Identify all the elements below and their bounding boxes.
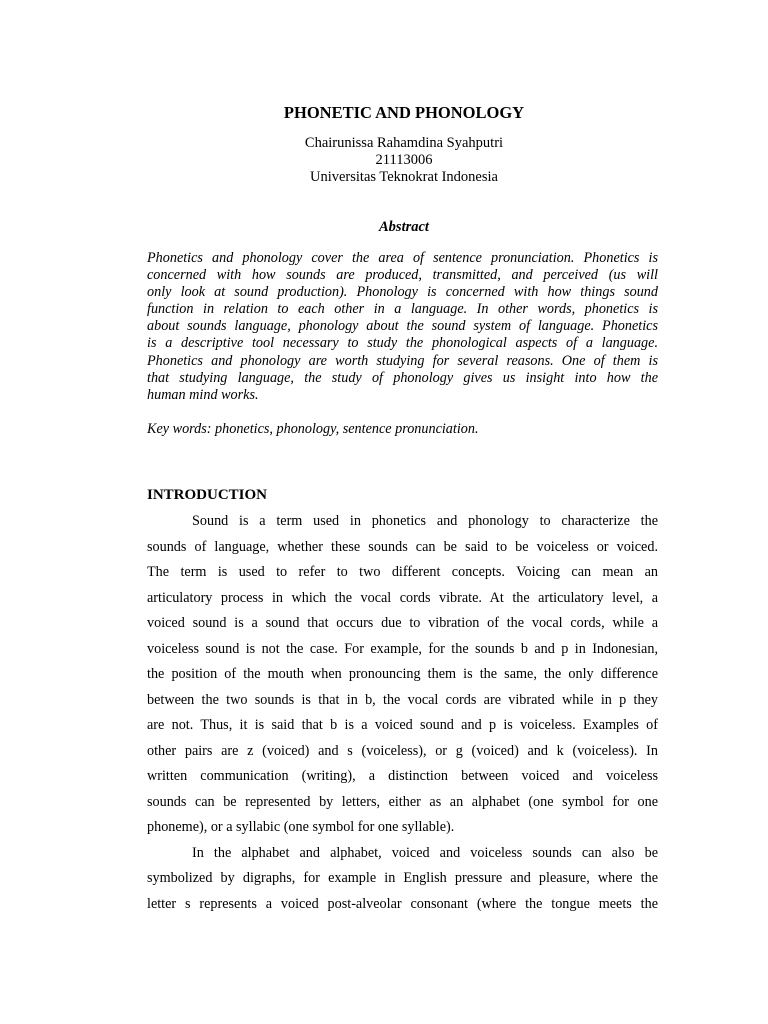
paragraph-line: symbolized by digraphs, for example in English pressure and pleasure, where the [147,870,658,886]
paragraph-line: articulatory process in which the vocal cords vibrate. At the articulatory level, a [147,589,658,606]
paragraph-line: voiceless sound is not the case. For example, for the sounds b and p in Indonesian, [147,640,658,657]
paragraph-line: other pairs are z (voiced) and s (voiceless), or g (voiced) and k (voiceless). In [147,742,658,759]
abstract-line: Phonetics and phonology cover the area of sentence pronunciation. Phonetics is [147,250,658,266]
abstract-line: only look at sound production). Phonology is concerned with how things sound [147,284,658,301]
abstract-line: concerned with how sounds are produced, transmitted, and perceived (us will [147,267,658,284]
abstract-line: Phonetics and phonology are worth studying for several reasons. One of them is [147,352,658,369]
paragraph-line: letter s represents a voiced post-alveolar consonant (where the tongue meets the [147,895,658,912]
paragraph-line: are not. Thus, it is said that b is a voiced sound and p is voiceless. Examples of [147,717,658,733]
abstract-line: function in relation to each other in a language. In other words, phonetics is [147,301,658,318]
author-block [0,135,768,187]
abstract-heading: Abstract [379,219,429,235]
paper-title: PHONETIC AND PHONOLOGY [283,103,525,122]
abstract-line: that studying language, the study of phonology gives us insight into how the [147,369,658,386]
paragraph-line: voiced sound is a sound that occurs due to vibration of the vocal cords, while a [147,615,658,631]
paragraph-line: The term is used to refer to two different concepts. Voicing can mean an [147,564,658,580]
paragraph-line: sounds of language, whether these sounds can be said to be voiceless or voiced. [147,538,658,555]
paragraph-line: sounds can be represented by letters, either as an alphabet (one symbol for one [147,793,658,810]
abstract-line: human mind works. [147,386,259,403]
paragraph-line: In the alphabet and alphabet, voiced and voiceless sounds can also be [192,844,658,861]
abstract-line: about sounds language, phonology about the sound system of language. Phonetics [147,318,658,335]
introduction-body [147,509,658,917]
keywords: Key words: phonetics, phonology, sentence pronunciation. [147,421,479,437]
abstract-body [147,250,658,404]
author-id: 21113006 [375,152,433,169]
paragraph-line: phoneme), or a syllabic (one symbol for one syllable). [147,819,455,835]
paragraph-line: written communication (writing), a distinction between voiced and voiceless [147,768,658,784]
paragraph-line: between the two sounds is that in b, the vocal cords are vibrated while in p they [147,691,658,708]
author-affiliation: Universitas Teknokrat Indonesia [310,169,498,186]
paragraph-line: the position of the mouth when pronouncing them is the same, the only difference [147,666,658,682]
abstract-line: is a descriptive tool necessary to study the phonological aspects of a language. [147,335,658,352]
introduction-heading: INTRODUCTION [147,487,268,503]
author-name: Chairunissa Rahamdina Syahputri [304,135,504,151]
paragraph-line: Sound is a term used in phonetics and phonology to characterize the [192,513,658,529]
